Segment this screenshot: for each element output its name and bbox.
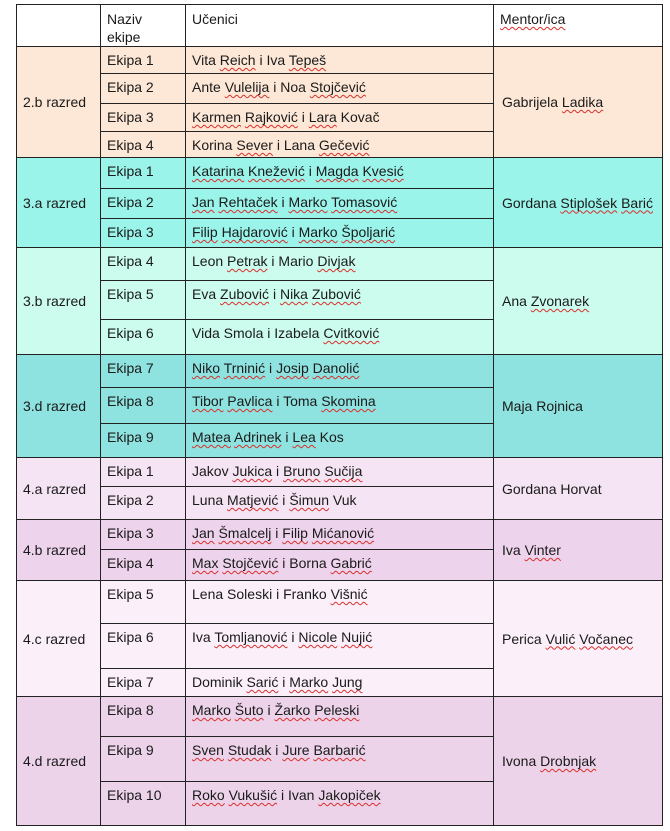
header-team: Naziv ekipe xyxy=(101,5,186,47)
grade-cell: 4.b razred xyxy=(17,520,101,581)
header-mentor-text: Mentor/ica xyxy=(500,11,566,27)
table-row xyxy=(17,158,663,189)
team-name-cell: Ekipa 1 xyxy=(101,158,186,189)
table-row xyxy=(17,697,663,737)
team-name-cell: Ekipa 3 xyxy=(101,104,186,132)
grade-cell: 3.a razred xyxy=(17,158,101,248)
teams-table xyxy=(16,4,663,826)
students-cell: Korina Sever i Lana Gečević xyxy=(186,132,494,158)
team-name-cell: Ekipa 6 xyxy=(101,320,186,355)
team-name-cell: Ekipa 5 xyxy=(101,581,186,624)
mentor-cell: Maja Rojnica xyxy=(494,355,663,458)
team-name-cell: Ekipa 4 xyxy=(101,550,186,581)
mentor-cell: Ivona Drobnjak xyxy=(494,697,663,826)
students-cell: Roko Vukušić i Ivan Jakopiček xyxy=(186,782,494,826)
team-name-cell: Ekipa 2 xyxy=(101,487,186,520)
table-row xyxy=(17,355,663,388)
table-row xyxy=(17,520,663,550)
team-name-cell: Ekipa 4 xyxy=(101,248,186,281)
students-cell: Eva Zubović i Nika Zubović xyxy=(186,281,494,320)
students-cell: Luna Matjević i Šimun Vuk xyxy=(186,487,494,520)
team-name-cell: Ekipa 4 xyxy=(101,132,186,158)
students-cell: Ante Vulelija i Noa Stojčević xyxy=(186,74,494,104)
team-name-cell: Ekipa 9 xyxy=(101,424,186,458)
mentor-cell: Ana Zvonarek xyxy=(494,248,663,355)
grade-cell: 4.c razred xyxy=(17,581,101,697)
team-name-cell: Ekipa 10 xyxy=(101,782,186,826)
team-name-cell: Ekipa 2 xyxy=(101,189,186,219)
header-grade xyxy=(17,5,101,47)
grade-cell: 3.d razred xyxy=(17,355,101,458)
students-cell: Iva Tomljanović i Nicole Nujić xyxy=(186,624,494,669)
students-cell: Sven Studak i Jure Barbarić xyxy=(186,737,494,782)
team-name-cell: Ekipa 3 xyxy=(101,219,186,248)
header-mentor xyxy=(494,5,663,47)
table-row xyxy=(17,47,663,74)
students-cell: Marko Šuto i Žarko Peleski xyxy=(186,697,494,737)
students-cell: Niko Trninić i Josip Danolić xyxy=(186,355,494,388)
team-name-cell: Ekipa 3 xyxy=(101,520,186,550)
students-cell: Lena Soleski i Franko Višnić xyxy=(186,581,494,624)
team-name-cell: Ekipa 8 xyxy=(101,697,186,737)
table-row xyxy=(17,248,663,281)
team-name-cell: Ekipa 2 xyxy=(101,74,186,104)
team-name-cell: Ekipa 1 xyxy=(101,458,186,487)
table-row xyxy=(17,458,663,487)
grade-cell: 4.a razred xyxy=(17,458,101,520)
team-name-cell: Ekipa 7 xyxy=(101,669,186,697)
team-name-cell: Ekipa 8 xyxy=(101,388,186,424)
students-cell: Jan Rehtaček i Marko Tomasović xyxy=(186,189,494,219)
table-row xyxy=(17,581,663,624)
students-cell: Jakov Jukica i Bruno Sučija xyxy=(186,458,494,487)
header-row xyxy=(17,5,663,47)
table-body xyxy=(17,47,663,826)
mentor-cell: Iva Vinter xyxy=(494,520,663,581)
team-name-cell: Ekipa 1 xyxy=(101,47,186,74)
students-cell: Filip Hajdarović i Marko Špoljarić xyxy=(186,219,494,248)
students-cell: Dominik Sarić i Marko Jung xyxy=(186,669,494,697)
students-cell: Katarina Knežević i Magda Kvesić xyxy=(186,158,494,189)
students-cell: Max Stojčević i Borna Gabrić xyxy=(186,550,494,581)
students-cell: Vida Smola i Izabela Cvitković xyxy=(186,320,494,355)
students-cell: Tibor Pavlica i Toma Skomina xyxy=(186,388,494,424)
mentor-cell: Gordana Stiplošek Barić xyxy=(494,158,663,248)
team-name-cell: Ekipa 6 xyxy=(101,624,186,669)
grade-cell: 2.b razred xyxy=(17,47,101,158)
team-name-cell: Ekipa 5 xyxy=(101,281,186,320)
team-name-cell: Ekipa 7 xyxy=(101,355,186,388)
team-name-cell: Ekipa 9 xyxy=(101,737,186,782)
grade-cell: 4.d razred xyxy=(17,697,101,826)
mentor-cell: Gordana Horvat xyxy=(494,458,663,520)
mentor-cell: Gabrijela Ladika xyxy=(494,47,663,158)
students-cell: Vita Reich i Iva Tepeš xyxy=(186,47,494,74)
students-cell: Matea Adrinek i Lea Kos xyxy=(186,424,494,458)
mentor-cell: Perica Vulić Vočanec xyxy=(494,581,663,697)
header-students: Učenici xyxy=(186,5,494,47)
students-cell: Leon Petrak i Mario Divjak xyxy=(186,248,494,281)
grade-cell: 3.b razred xyxy=(17,248,101,355)
students-cell: Jan Šmalcelj i Filip Mićanović xyxy=(186,520,494,550)
students-cell: Karmen Rajković i Lara Kovač xyxy=(186,104,494,132)
